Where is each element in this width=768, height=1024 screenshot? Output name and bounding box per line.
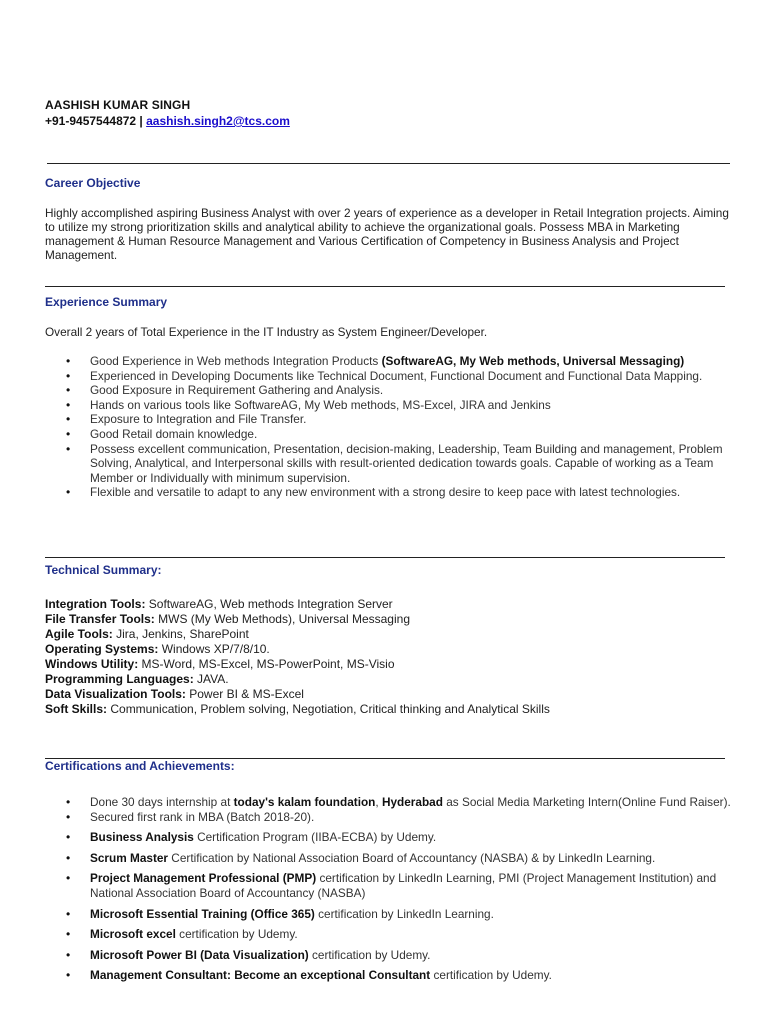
certification-item-bold: Project Management Professional (PMP)	[90, 871, 317, 886]
experience-summary-heading: Experience Summary	[45, 295, 168, 309]
certification-item-mid: certification by Udemy.	[430, 968, 552, 983]
technical-summary-heading: Technical Summary:	[45, 563, 162, 577]
certification-item	[45, 830, 735, 845]
bullet-icon: •	[66, 426, 71, 441]
technical-row	[45, 657, 735, 672]
certification-item-mid: certification by LinkedIn Learning.	[314, 906, 494, 921]
bullet-icon: •	[66, 485, 71, 500]
technical-value: MWS (My Web Methods), Universal Messaging	[154, 612, 410, 626]
certifications-list	[45, 795, 735, 983]
technical-row	[45, 597, 735, 612]
certification-item	[45, 795, 735, 810]
certification-item-mid: certification by LinkedIn Learning, PMI (Project Management Institution) and National Association Board of Accountancy (NASBA)	[90, 871, 717, 900]
bullet-icon: •	[66, 809, 71, 824]
experience-item-pre: Good Exposure in Requirement Gathering and Analysis.	[90, 383, 384, 398]
technical-label: File Transfer Tools:	[45, 612, 155, 626]
certification-item-bold: Microsoft Essential Training (Office 365)	[90, 906, 315, 921]
bullet-icon: •	[66, 441, 71, 456]
technical-row	[45, 627, 735, 642]
technical-row	[45, 687, 735, 702]
experience-item-pre: Exposure to Integration and File Transfer.	[90, 412, 307, 427]
bullet-icon: •	[66, 354, 71, 368]
technical-label: Agile Tools:	[45, 627, 113, 641]
experience-item	[45, 485, 735, 500]
certifications-heading: Certifications and Achievements:	[45, 759, 235, 773]
certification-item-pre: Secured first rank in MBA (Batch 2018-20).	[90, 809, 315, 824]
technical-label: Operating Systems:	[45, 642, 159, 656]
experience-item	[45, 383, 735, 398]
bullet-icon: •	[66, 383, 71, 398]
certification-item-bold: Microsoft excel	[90, 927, 176, 942]
contact-line	[45, 114, 290, 128]
bullet-icon: •	[66, 795, 71, 809]
certification-item	[45, 810, 735, 825]
experience-item-bold: (SoftwareAG, My Web methods, Universal Messaging)	[381, 354, 685, 368]
bullet-icon: •	[66, 368, 71, 383]
bullet-icon: •	[66, 927, 71, 942]
divider-career	[47, 163, 730, 164]
technical-value: Jira, Jenkins, SharePoint	[112, 627, 249, 641]
bullet-icon: •	[66, 397, 71, 412]
certification-item	[45, 948, 735, 963]
certification-item-bold: Management Consultant: Become an exceptional Consultant	[90, 968, 431, 983]
experience-item-pre: Experienced in Developing Documents like Technical Document, Functional Document and Functional Data Mapping.	[90, 368, 703, 383]
bullet-icon: •	[66, 412, 71, 427]
technical-value: Communication, Problem solving, Negotiation, Critical thinking and Analytical Skills	[107, 702, 550, 716]
certification-item-pre: Done 30 days internship at	[90, 795, 234, 809]
technical-label: Integration Tools:	[45, 597, 146, 611]
certification-item-bold: today's kalam foundation	[233, 795, 376, 809]
technical-value: MS-Word, MS-Excel, MS-PowerPoint, MS-Visio	[138, 657, 395, 671]
experience-item-pre: Good Experience in Web methods Integration Products	[90, 354, 382, 368]
contact-separator: |	[136, 114, 147, 128]
certification-item-bold: Business Analysis	[90, 830, 194, 845]
technical-label: Data Visualization Tools:	[45, 687, 186, 701]
experience-item	[45, 442, 735, 486]
technical-summary-list	[45, 597, 735, 717]
divider-technical	[45, 557, 725, 558]
certification-item-mid: Certification by National Association Board of Accountancy (NASBA) & by LinkedIn Learning.	[168, 850, 656, 865]
bullet-icon: •	[66, 871, 71, 886]
technical-row	[45, 702, 735, 717]
career-objective-text: Highly accomplished aspiring Business Analyst with over 2 years of experience as a developer in Retail Integration projects. Aiming to utilize my strong prioritization skills and analytical ability to achieve the organizational goals. Possess MBA in Marketing management & Human Resource Management and Various Certification of Competency in Business Analysis and Project Management.	[45, 206, 729, 262]
technical-value: SoftwareAG, Web methods Integration Server	[145, 597, 393, 611]
bullet-icon: •	[66, 968, 71, 983]
technical-row	[45, 642, 735, 657]
certification-item	[45, 871, 735, 900]
experience-item-pre: Possess excellent communication, Presentation, decision-making, Leadership, Team Building and management, Problem Solving, Analytical, and Interpersonal skills with result-oriented dedication towards goals. Capable of working as a Team Member or Individually with minimum supervision.	[90, 441, 723, 485]
experience-item-pre: Good Retail domain knowledge.	[90, 426, 258, 441]
certification-item-bold2: Hyderabad	[381, 795, 443, 809]
experience-item	[45, 354, 735, 369]
certification-item	[45, 851, 735, 866]
certification-item	[45, 907, 735, 922]
experience-item	[45, 369, 735, 384]
technical-label: Programming Languages:	[45, 672, 194, 686]
certification-item	[45, 968, 735, 983]
bullet-icon: •	[66, 850, 71, 865]
career-objective-heading: Career Objective	[45, 176, 141, 190]
bullet-icon: •	[66, 830, 71, 845]
technical-value: Windows XP/7/8/10.	[158, 642, 270, 656]
email-link[interactable]: aashish.singh2@tcs.com	[146, 114, 290, 128]
certification-item-bold: Scrum Master	[90, 850, 169, 865]
technical-row	[45, 612, 735, 627]
technical-value: Power BI & MS-Excel	[185, 687, 304, 701]
certification-item	[45, 927, 735, 942]
experience-list	[45, 354, 735, 500]
certification-item-mid: ,	[375, 795, 382, 809]
certification-item-mid: Certification Program (IIBA-ECBA) by Udemy.	[193, 830, 437, 845]
bullet-icon: •	[66, 906, 71, 921]
technical-value: JAVA.	[193, 672, 229, 686]
experience-item	[45, 427, 735, 442]
experience-item-pre: Hands on various tools like SoftwareAG, My Web methods, MS-Excel, JIRA and Jenkins	[90, 397, 551, 412]
experience-item-pre: Flexible and versatile to adapt to any new environment with a strong desire to keep pace with latest technologies.	[90, 485, 681, 500]
experience-item	[45, 398, 735, 413]
technical-label: Windows Utility:	[45, 657, 139, 671]
candidate-name: AASHISH KUMAR SINGH	[45, 98, 191, 112]
technical-row	[45, 672, 735, 687]
certification-item-bold: Microsoft Power BI (Data Visualization)	[90, 947, 309, 962]
technical-label: Soft Skills:	[45, 702, 108, 716]
certification-item-mid: certification by Udemy.	[308, 947, 431, 962]
experience-item	[45, 412, 735, 427]
certification-item-mid: certification by Udemy.	[175, 927, 298, 942]
certification-item-post: as Social Media Marketing Intern(Online Fund Raiser).	[442, 795, 731, 809]
phone-number: +91-9457544872	[45, 114, 137, 128]
experience-intro: Overall 2 years of Total Experience in the IT Industry as System Engineer/Developer.	[45, 325, 488, 339]
divider-experience	[45, 286, 725, 287]
bullet-icon: •	[66, 947, 71, 962]
